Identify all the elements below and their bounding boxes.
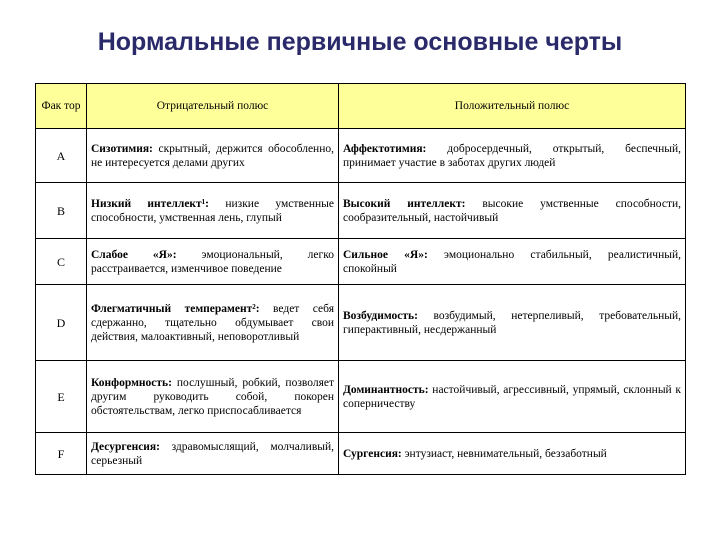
factor-cell: A — [36, 129, 87, 183]
page-title: Нормальные первичные основные черты — [97, 28, 623, 56]
positive-description: высокие умственные способности, сообразительный, настойчивый — [343, 197, 681, 224]
table-row — [36, 129, 686, 183]
negative-term: Сизотимия: — [91, 142, 153, 155]
header-negative-pole: Отрицательный полюс — [87, 84, 339, 129]
positive-description: эмоционально стабильный, реалистичный, спокойный — [343, 248, 681, 275]
positive-term: Сургенсия: — [343, 447, 402, 460]
negative-term: Флегматичный темперамент²: — [91, 302, 260, 315]
negative-pole-cell — [87, 239, 339, 285]
positive-term: Сильное «Я»: — [343, 248, 428, 261]
positive-pole-cell — [339, 129, 686, 183]
negative-description: низкие умственные способности, умственная лень, глупый — [91, 197, 335, 224]
negative-pole-cell — [87, 361, 339, 433]
negative-term: Слабое «Я»: — [91, 248, 177, 261]
positive-description: возбудимый, нетерпеливый, требовательный, гиперактивный, несдержанный — [343, 309, 681, 336]
positive-pole-cell — [339, 285, 686, 361]
factor-cell: C — [36, 239, 87, 285]
table-row — [36, 239, 686, 285]
factor-cell: F — [36, 433, 87, 475]
negative-description: скрытный, держится обособленно, не интересуется делами других — [91, 142, 334, 169]
positive-pole-cell — [339, 239, 686, 285]
negative-description: ведет себя сдержанно, тщательно обдумывает свои действия, малоактивный, неповоротливый — [91, 302, 334, 343]
negative-term: Десургенсия: — [91, 440, 160, 453]
positive-pole-cell — [339, 183, 686, 239]
header-positive-pole: Положительный полюс — [339, 84, 686, 129]
negative-description: послушный, робкий, позволяет другим руководить собой, покорен обстоятельствам, легко приспосабливается — [91, 376, 334, 417]
negative-term: Низкий интеллект¹: — [91, 197, 209, 210]
positive-term: Высокий интеллект: — [343, 197, 466, 210]
negative-description: эмоциональный, легко расстраивается, изменчивое поведение — [91, 248, 334, 275]
positive-description: энтузиаст, невнимательный, беззаботный — [401, 447, 607, 460]
negative-term: Конформность: — [91, 376, 172, 389]
negative-description: здравомыслящий, молчаливый, серьезный — [91, 440, 334, 467]
traits-table — [35, 83, 686, 475]
factor-cell: D — [36, 285, 87, 361]
header-row — [36, 84, 686, 129]
negative-pole-cell — [87, 285, 339, 361]
negative-pole-cell — [87, 433, 339, 475]
positive-term: Аффектотимия: — [343, 142, 427, 155]
positive-description: настойчивый, агрессивный, упрямый, склонный к соперничеству — [343, 383, 681, 410]
positive-term: Доминантность: — [343, 383, 429, 396]
positive-term: Возбудимость: — [343, 309, 418, 322]
factor-cell: B — [36, 183, 87, 239]
positive-description: добросердечный, открытый, беспечный, принимает участие в заботах других людей — [343, 142, 681, 169]
negative-pole-cell — [87, 129, 339, 183]
table-row — [36, 285, 686, 361]
table-row — [36, 183, 686, 239]
header-factor: Фак тор — [36, 84, 87, 129]
positive-pole-cell — [339, 361, 686, 433]
table-row — [36, 361, 686, 433]
positive-pole-cell — [339, 433, 686, 475]
factor-cell: E — [36, 361, 87, 433]
negative-pole-cell — [87, 183, 339, 239]
table-row — [36, 433, 686, 475]
